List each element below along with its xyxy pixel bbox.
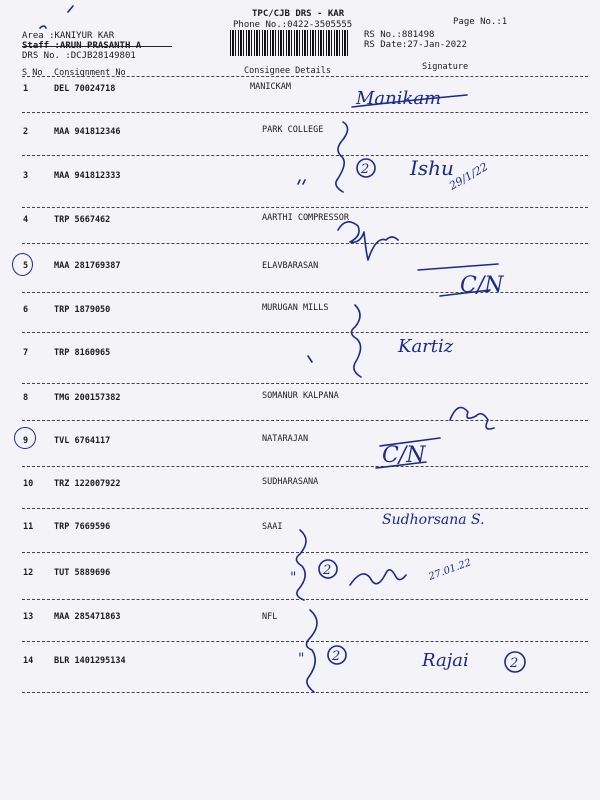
consignee: MURUGAN MILLS [262, 303, 329, 313]
circled-two: 2 [510, 656, 519, 671]
consignment-no: TRZ 122007922 [54, 479, 121, 489]
row-divider [22, 466, 588, 467]
consignment-no: DEL 70024718 [54, 84, 116, 94]
rs-number: RS No.:881498 [364, 30, 435, 40]
consignee: AARTHI COMPRESSOR [262, 213, 349, 223]
consignment-no: TUT 5889696 [54, 568, 111, 578]
sno: 4 [23, 215, 29, 225]
col-sno: S No [22, 68, 43, 78]
cn-mark-r5: C/N [460, 273, 504, 298]
consignment-no: TRP 5667462 [54, 215, 111, 225]
circle-mark [14, 427, 36, 449]
circled-two: 2 [361, 162, 370, 177]
staff-strike-line [22, 46, 172, 47]
page-title: TPC/CJB DRS - KAR [252, 9, 345, 19]
ditto-mark: " [290, 570, 297, 586]
sno: 7 [23, 348, 29, 358]
area-label: Area :KANIYUR KAR [22, 31, 115, 41]
header-rule [22, 76, 588, 77]
row-divider [22, 641, 588, 642]
row-divider [22, 420, 588, 421]
consignment-no: MAA 941812346 [54, 127, 121, 137]
signature-r13: Rajai [422, 650, 469, 671]
consignment-no: TRP 8160965 [54, 348, 111, 358]
sno: 10 [23, 479, 34, 489]
sno: 6 [23, 305, 29, 315]
consignee: MANICKAM [250, 82, 291, 92]
sno: 3 [23, 171, 29, 181]
sno: 14 [23, 656, 34, 666]
consignee: SOMANUR KALPANA [262, 391, 339, 401]
consignment-no: BLR 1401295134 [54, 656, 126, 666]
col-consignee: Consignee Details [244, 66, 331, 76]
circled-two: 2 [332, 649, 341, 664]
date-r12: 27.01.22 [427, 557, 473, 583]
sno: 5 [23, 261, 29, 271]
sno: 11 [23, 522, 34, 532]
consignment-no: MAA 281769387 [54, 261, 121, 271]
consignment-no: TVL 6764117 [54, 436, 111, 446]
row-divider [22, 552, 588, 553]
row-divider [22, 292, 588, 293]
row-divider [22, 508, 588, 509]
row-divider [22, 599, 588, 600]
sno: 2 [23, 127, 29, 137]
circle-mark [12, 253, 33, 276]
col-signature: Signature [422, 62, 469, 72]
rs-date: RS Date:27-Jan-2022 [364, 40, 467, 50]
sno: 1 [23, 84, 29, 94]
consignee: SUDHARASANA [262, 477, 319, 487]
phone-number: Phone No.:0422-3505555 [233, 20, 353, 30]
consignee: NATARAJAN [262, 434, 309, 444]
page-number: Page No.:1 [453, 17, 508, 27]
cn-mark-r9: C/N [382, 443, 426, 468]
drs-number: DRS No. :DCJB28149801 [22, 51, 136, 61]
date-r2: 29/1/22 [447, 160, 491, 193]
signature-r7: Kartiz [398, 336, 454, 357]
consignee: NFL [262, 612, 278, 622]
row-divider [22, 332, 588, 333]
consignment-no: MAA 941812333 [54, 171, 121, 181]
row-divider [22, 155, 588, 156]
row-divider [22, 383, 588, 384]
consignment-no: TMG 200157382 [54, 393, 121, 403]
row-divider [22, 112, 588, 113]
signature-r1: Manikam [356, 88, 442, 109]
consignment-no: TRP 7669596 [54, 522, 111, 532]
signature-r10: Sudhorsana S. [382, 512, 485, 528]
consignment-no: TRP 1879050 [54, 305, 111, 315]
consignee: SAAI [262, 522, 283, 532]
signature-r2: Ishu [410, 156, 454, 180]
circled-two: 2 [323, 563, 332, 578]
consignment-no: MAA 285471863 [54, 612, 121, 622]
sno: 12 [23, 568, 34, 578]
sno: 9 [23, 436, 29, 446]
row-divider [22, 243, 588, 244]
consignee: PARK COLLEGE [262, 125, 324, 135]
sno: 8 [23, 393, 29, 403]
row-divider [22, 207, 588, 208]
sno: 13 [23, 612, 34, 622]
row-divider [22, 692, 588, 693]
staff-label: Staff :ARUN PRASANTH A [22, 41, 142, 51]
barcode [230, 30, 350, 56]
ditto-mark: " [298, 651, 305, 667]
col-consignment: Consignment No [54, 68, 126, 78]
consignee: ELAVBARASAN [262, 261, 319, 271]
